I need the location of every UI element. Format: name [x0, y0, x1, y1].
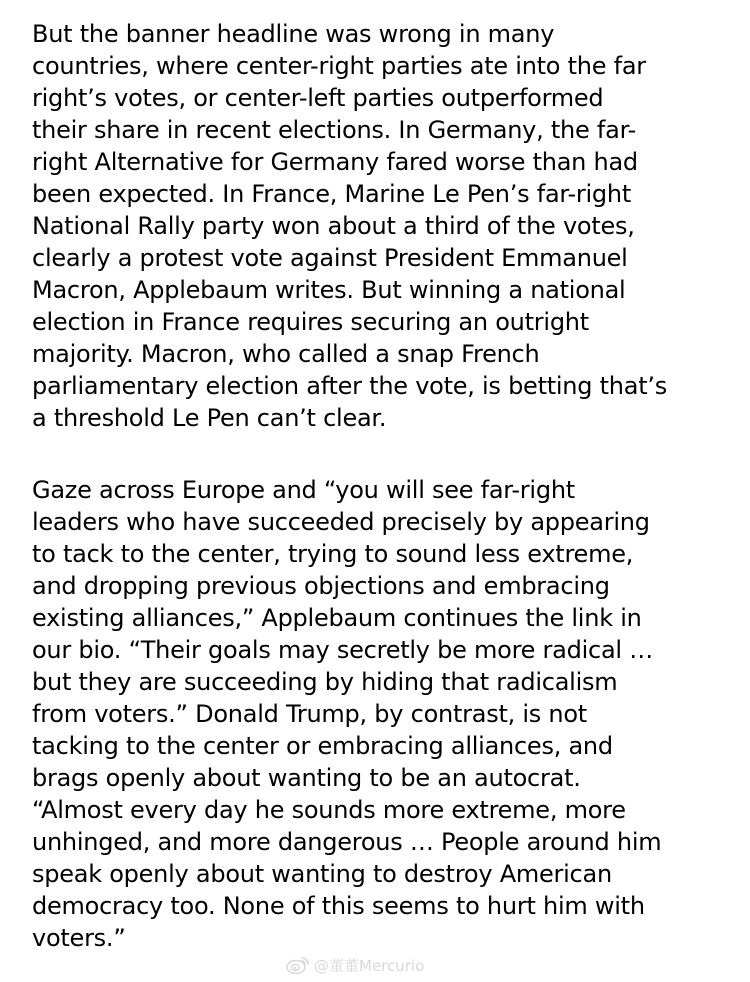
- paragraph-1: [32, 18, 736, 434]
- text-line: parliamentary election after the vote, is betting that’s: [32, 372, 667, 400]
- text-line: majority. Macron, who called a snap French: [32, 340, 540, 368]
- weibo-logo-icon: [286, 955, 310, 975]
- text-line: Gaze across Europe and “you will see far-right: [32, 476, 575, 504]
- text-line: a threshold Le Pen can’t clear.: [32, 404, 387, 432]
- text-line: clearly a protest vote against President Emmanuel: [32, 244, 628, 272]
- text-line: to tack to the center, trying to sound less extreme,: [32, 540, 634, 568]
- text-line: right Alternative for Germany fared worse than had: [32, 148, 638, 176]
- watermark: [286, 954, 424, 976]
- text-line: existing alliances,” Applebaum continues the link in: [32, 604, 642, 632]
- text-line: election in France requires securing an outright: [32, 308, 589, 336]
- text-line: speak openly about wanting to destroy American: [32, 860, 612, 888]
- text-line: Macron, Applebaum writes. But winning a national: [32, 276, 626, 304]
- text-line: from voters.” Donald Trump, by contrast, is not: [32, 700, 587, 728]
- text-line: tacking to the center or embracing alliances, and: [32, 732, 613, 760]
- text-line: “Almost every day he sounds more extreme, more: [32, 796, 626, 824]
- text-line: countries, where center-right parties ate into the far: [32, 52, 646, 80]
- text-line: democracy too. None of this seems to hurt him with: [32, 892, 645, 920]
- text-line: leaders who have succeeded precisely by appearing: [32, 508, 650, 536]
- text-line: been expected. In France, Marine Le Pen’s far-right: [32, 180, 632, 208]
- text-line: unhinged, and more dangerous … People around him: [32, 828, 662, 856]
- text-line: right’s votes, or center-left parties outperformed: [32, 84, 604, 112]
- text-line: But the banner headline was wrong in many: [32, 20, 555, 48]
- text-line: National Rally party won about a third of the votes,: [32, 212, 635, 240]
- text-line: and dropping previous objections and embracing: [32, 572, 610, 600]
- text-line: our bio. “Their goals may secretly be more radical …: [32, 636, 653, 664]
- text-line: voters.”: [32, 924, 126, 952]
- watermark-text: @董董Mercurio: [314, 956, 425, 975]
- text-line: their share in recent elections. In Germany, the far-: [32, 116, 637, 144]
- text-line: brags openly about wanting to be an autocrat.: [32, 764, 581, 792]
- paragraph-2: [32, 474, 736, 954]
- text-line: but they are succeeding by hiding that radicalism: [32, 668, 618, 696]
